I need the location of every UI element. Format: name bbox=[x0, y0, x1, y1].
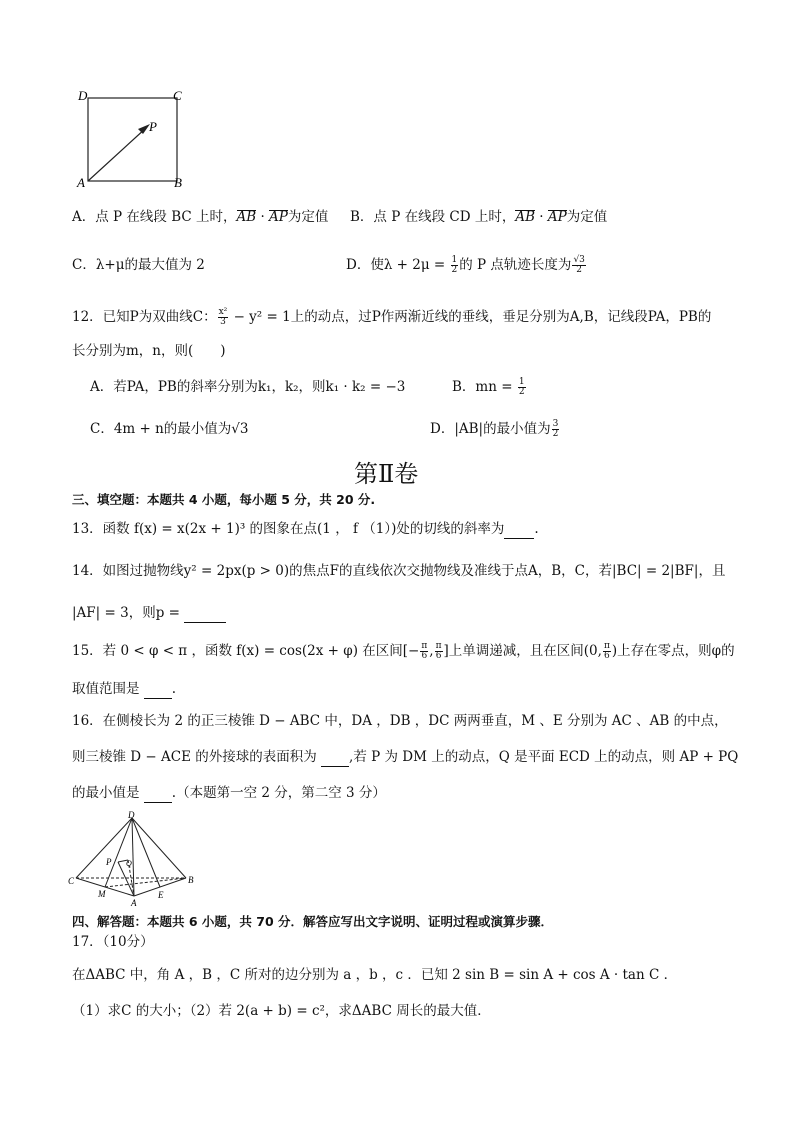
label-B: B bbox=[174, 175, 182, 190]
q14-line2: |AF| = 3，则p = bbox=[72, 604, 226, 623]
q16-line3: 的最小值是 .（本题第一空 2 分，第二空 3 分） bbox=[72, 785, 386, 801]
q11-option-a: A．点 P 在线段 BC 上时，AB · AP为定值 bbox=[72, 209, 329, 225]
q17-line1: 在ΔABC 中，角 A ，B ，C 所对的边分别为 a ，b ，c ．已知 2 sin B = sin A + cos A · tan C ． bbox=[72, 967, 678, 983]
label-D: D bbox=[78, 88, 88, 103]
part-4-heading: 四、解答题：本题共 6 小题，共 70 分．解答应写出文字说明、证明过程或演算步骤． bbox=[72, 914, 554, 929]
q12-option-d: D．|AB|的最小值为 $\frac{3}{2}$ bbox=[430, 419, 559, 439]
q16-line1: 16．在侧棱长为 2 的正三棱锥 D − ABC 中，DA ，DB ，DC 两两垂直，M 、E 分别为 AC 、AB 的中点， bbox=[72, 713, 728, 729]
label-A: A bbox=[77, 175, 85, 190]
label-C: C bbox=[173, 88, 182, 103]
label-P: P bbox=[149, 119, 157, 134]
q12-option-b: B．mn = $\frac{1}{2}$ bbox=[452, 377, 525, 397]
label-A: A bbox=[131, 898, 137, 908]
q11-option-d: D．使λ + 2μ = $\frac{1}{2}$ 的 P 点轨迹长度为 $\frac{√3}{2}$ bbox=[346, 255, 585, 275]
q12-stem-line1: 12．已知P为双曲线C： $\frac{\text{x²}}{3}$ − y² = 1上的动点，过P作两渐近线的垂线，垂足分别为A,B，记线段PA，PB的 bbox=[72, 307, 712, 327]
label-C: C bbox=[68, 876, 75, 886]
label-P: P bbox=[106, 857, 112, 867]
label-M: M bbox=[98, 889, 106, 899]
label-D: D bbox=[128, 810, 135, 820]
q11-square-figure bbox=[72, 86, 192, 190]
q15-line1: 15．若 0 < φ < π ，函数 f(x) = cos(2x + φ) 在区间[− $\frac{\pi}{6}$ , $\frac{\pi}{6}$ ]上单调递减，且在区间(0, $\frac{\pi}{6}$ )上存在零点，则φ的 bbox=[72, 641, 735, 661]
q16-pyramid-figure bbox=[68, 810, 198, 908]
q11-option-b: B．点 P 在线段 CD 上时，AB · AP为定值 bbox=[350, 209, 608, 225]
q11-option-c: C．λ+μ的最大值为 2 bbox=[72, 257, 205, 273]
label-B: B bbox=[188, 875, 194, 885]
q12-option-c: C．4m + n的最小值为√3 bbox=[90, 421, 249, 437]
q13-text: 13．函数 f(x) = x(2x + 1)³ 的图象在点(1 ， f （1）)处的切线的斜率为 . bbox=[72, 521, 539, 537]
q17-line2: （1）求C 的大小；（2）若 2(a + b) = c²，求ΔABC 周长的最大值． bbox=[72, 1003, 491, 1019]
label-E: E bbox=[158, 890, 164, 900]
q12-option-a: A．若PA，PB的斜率分别为k₁，k₂，则k₁ · k₂ = −3 bbox=[90, 379, 406, 395]
q17-head: 17．（10分） bbox=[72, 934, 154, 950]
part-3-heading: 三、填空题：本题共 4 小题，每小题 5 分，共 20 分. bbox=[72, 492, 376, 507]
q12-stem-line2: 长分别为m，n，则( ) bbox=[72, 343, 226, 359]
q16-line2: 则三棱锥 D − ACE 的外接球的表面积为 ,若 P 为 DM 上的动点，Q 是平面 ECD 上的动点，则 AP + PQ bbox=[72, 749, 739, 765]
q14-line1: 14．如图过抛物线y² = 2px(p > 0)的焦点F的直线依次交抛物线及准线于点A，B，C，若|BC| = 2|BF|，且 bbox=[72, 563, 726, 579]
q15-line2: 取值范围是 . bbox=[72, 681, 177, 697]
label-Q: Q bbox=[126, 859, 132, 868]
section-2-title: 第Ⅱ卷 bbox=[354, 460, 419, 488]
